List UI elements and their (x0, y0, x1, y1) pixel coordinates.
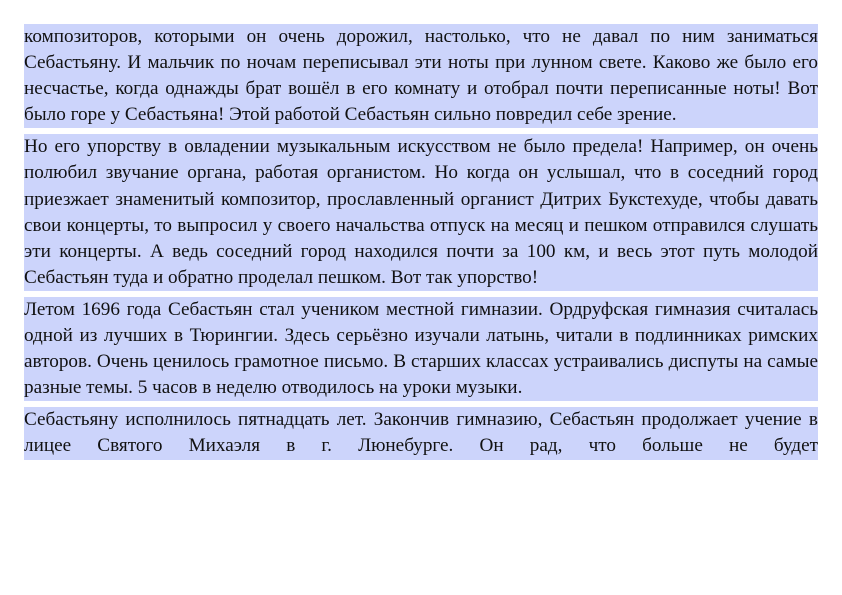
paragraph-1: композиторов, которыми он очень дорожил, настолько, что не давал по ним заниматься Себастьяну. И мальчик по ночам переписывал эти ноты при лунном свете. Каково же было его несчастье, когда однажды брат вошёл в его комнату и отобрал почти переписанные ноты! Вот было горе у Себастьяна! Этой работой Себастьян сильно повредил себе зрение. (24, 24, 818, 128)
text-block (24, 24, 818, 460)
paragraph-3: Летом 1696 года Себастьян стал учеником местной гимназии. Ордруфская гимназия считалась одной из лучших в Тюрингии. Здесь серьёзно изучали латынь, читали в подлинниках римских авторов. Очень ценилось грамотное письмо. В старших классах устраивались диспуты на самые разные темы. 5 часов в неделю отводилось на уроки музыки. (24, 297, 818, 401)
paragraph-4: Себастьяну исполнилось пятнадцать лет. Закончив гимназию, Себастьян продолжает учение в лицее Святого Михаэля в г. Люнебурге. Он рад, что больше не будет (24, 407, 818, 459)
paragraph-2: Но его упорству в овладении музыкальным искусством не было предела! Например, он очень полюбил звучание органа, работая органистом. Но когда он услышал, что в соседний город приезжает знаменитый композитор, прославленный органист Дитрих Букстехуде, чтобы давать свои концерты, то выпросил у своего начальства отпуск на месяц и пешком отправился слушать эти концерты. А ведь соседний город находился почти за 100 км, и весь этот путь молодой Себастьян туда и обратно проделал пешком. Вот так упорство! (24, 134, 818, 291)
